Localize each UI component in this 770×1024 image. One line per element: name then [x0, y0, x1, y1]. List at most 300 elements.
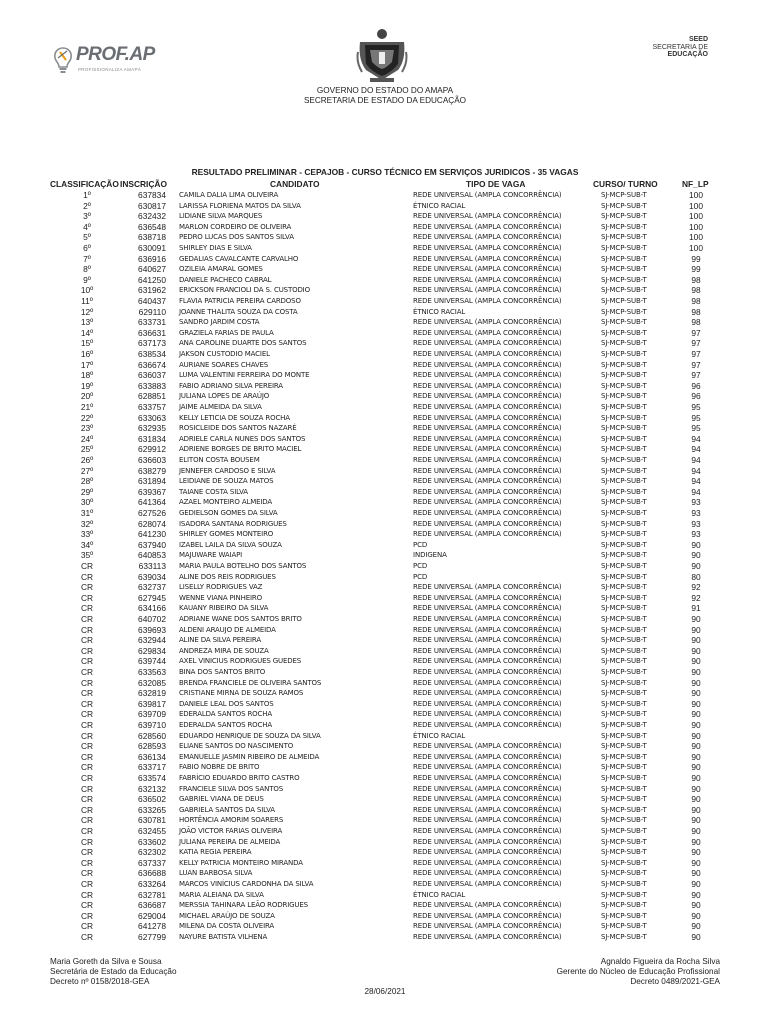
cell-nf-lp: 90	[691, 698, 701, 709]
cell-nf-lp: 90	[691, 889, 701, 900]
table-row	[0, 741, 770, 752]
cell-inscricao: 641230	[138, 529, 166, 540]
cell-nf-lp: 97	[691, 359, 701, 370]
cell-candidato: FRANCIELE SILVA DOS SANTOS	[179, 784, 284, 793]
cell-nf-lp: 98	[691, 296, 701, 306]
cell-candidato: ADRIELE CARLA NUNES DOS SANTOS	[179, 434, 306, 443]
cell-tipo-vaga: REDE UNIVERSAL (AMPLA CONCORRÊNCIA)	[413, 434, 562, 443]
cell-inscricao: 628593	[138, 741, 166, 752]
cell-nf-lp: 80	[691, 571, 701, 582]
table-row	[0, 296, 770, 307]
cell-classificacao: CR	[80, 910, 94, 921]
table-row	[0, 709, 770, 720]
cell-curso-turno: SJ-MCP-SUB-T	[601, 403, 647, 411]
cell-tipo-vaga: REDE UNIVERSAL (AMPLA CONCORRÊNCIA)	[413, 254, 562, 263]
brand-subtitle: PROFISSIONALIZA AMAPÁ	[78, 67, 142, 72]
cell-tipo-vaga: REDE UNIVERSAL (AMPLA CONCORRÊNCIA)	[413, 403, 562, 411]
cell-inscricao: 641364	[138, 497, 166, 508]
table-row	[0, 360, 770, 371]
cell-tipo-vaga: REDE UNIVERSAL (AMPLA CONCORRÊNCIA)	[413, 191, 562, 199]
cell-tipo-vaga: REDE UNIVERSAL (AMPLA CONCORRÊNCIA)	[413, 233, 562, 242]
cell-curso-turno: SJ-MCP-SUB-T	[601, 371, 647, 380]
cell-candidato: ROSICLEIDE DOS SANTOS NAZARÉ	[179, 424, 297, 433]
cell-candidato: ISADORA SANTANA RODRIGUES	[179, 519, 287, 528]
cell-nf-lp: 98	[691, 274, 701, 285]
cell-curso-turno: SJ-MCP-SUB-T	[601, 593, 647, 602]
cell-tipo-vaga: REDE UNIVERSAL (AMPLA CONCORRÊNCIA)	[413, 244, 562, 252]
cell-candidato: KELLY LETICIA DE SOUZA ROCHA	[179, 413, 290, 422]
cell-curso-turno: SJ-MCP-SUB-T	[601, 540, 647, 549]
cell-inscricao: 634166	[138, 603, 166, 614]
cell-candidato: ALINE DOS REIS RODRIGUES	[179, 572, 276, 581]
cell-nf-lp: 90	[691, 910, 701, 921]
cell-nf-lp: 90	[691, 561, 701, 571]
cell-inscricao: 632935	[138, 423, 166, 434]
cell-nf-lp: 90	[691, 667, 701, 677]
table-row	[0, 190, 770, 201]
signer-name: Maria Goreth da Silva e Sousa	[50, 957, 162, 966]
signature-left	[50, 957, 177, 988]
cell-candidato: CRISTIANE MIRNA DE SOUZA RAMOS	[179, 689, 304, 698]
cell-classificacao: CR	[80, 783, 94, 794]
table-row	[0, 349, 770, 360]
cell-curso-turno: SJ-MCP-SUB-T	[601, 890, 647, 899]
cell-tipo-vaga: REDE UNIVERSAL (AMPLA CONCORRÊNCIA)	[413, 350, 562, 358]
cell-nf-lp: 90	[691, 709, 701, 720]
cell-tipo-vaga: REDE UNIVERSAL (AMPLA CONCORRÊNCIA)	[413, 827, 562, 835]
cell-curso-turno: SJ-MCP-SUB-T	[601, 360, 647, 369]
cell-inscricao: 632781	[138, 889, 166, 900]
cell-curso-turno: SJ-MCP-SUB-T	[601, 519, 647, 528]
seed-logo	[653, 36, 709, 59]
cell-curso-turno: SJ-MCP-SUB-T	[601, 572, 647, 581]
cell-inscricao: 632132	[138, 783, 166, 794]
cell-tipo-vaga: ÉTNICO RACIAL	[413, 890, 466, 899]
cell-nf-lp: 90	[691, 794, 701, 805]
cell-candidato: LEIDIANE DE SOUZA MATOS	[179, 477, 274, 486]
cell-candidato: SHIRLEY GOMES MONTEIRO	[179, 530, 274, 539]
cell-nf-lp: 98	[691, 306, 701, 317]
cell-classificacao: CR	[80, 868, 94, 879]
table-row	[0, 201, 770, 212]
table-row	[0, 519, 770, 530]
table-row	[0, 625, 770, 636]
cell-tipo-vaga: REDE UNIVERSAL (AMPLA CONCORRÊNCIA)	[413, 742, 562, 751]
cell-curso-turno: SJ-MCP-SUB-T	[601, 742, 647, 751]
cell-classificacao: 4º	[83, 221, 91, 232]
cell-inscricao: 637940	[138, 539, 166, 550]
cell-inscricao: 632737	[138, 582, 166, 593]
cell-curso-turno: SJ-MCP-SUB-T	[601, 721, 647, 729]
cell-classificacao: 22º	[80, 412, 94, 423]
cell-inscricao: 639817	[138, 698, 166, 709]
cell-tipo-vaga: ÉTNICO RACIAL	[413, 201, 466, 210]
table-row	[0, 593, 770, 604]
cell-curso-turno: SJ-MCP-SUB-T	[601, 212, 647, 221]
cell-nf-lp: 90	[691, 762, 701, 773]
cell-tipo-vaga: REDE UNIVERSAL (AMPLA CONCORRÊNCIA)	[413, 837, 562, 846]
col-header-candidato: CANDIDATO	[270, 179, 320, 189]
cell-tipo-vaga: REDE UNIVERSAL (AMPLA CONCORRÊNCIA)	[413, 699, 562, 708]
cell-inscricao: 633883	[138, 380, 166, 391]
cell-inscricao: 632455	[138, 826, 166, 836]
cell-inscricao: 633574	[138, 773, 166, 783]
cell-nf-lp: 100	[689, 211, 703, 222]
cell-candidato: JAIME ALMEIDA DA SILVA	[179, 403, 262, 411]
table-row	[0, 540, 770, 551]
cell-tipo-vaga: REDE UNIVERSAL (AMPLA CONCORRÊNCIA)	[413, 858, 562, 867]
cell-inscricao: 636687	[138, 900, 166, 911]
cell-tipo-vaga: REDE UNIVERSAL (AMPLA CONCORRÊNCIA)	[413, 530, 562, 539]
cell-nf-lp: 94	[691, 444, 701, 455]
cell-candidato: EDERALDA SANTOS ROCHA	[179, 721, 273, 729]
cell-classificacao: 2º	[83, 200, 91, 211]
cell-tipo-vaga: REDE UNIVERSAL (AMPLA CONCORRÊNCIA)	[413, 286, 562, 295]
cell-inscricao: 627526	[138, 508, 166, 518]
cell-curso-turno: SJ-MCP-SUB-T	[601, 816, 647, 825]
cell-candidato: HORTÊNCIA AMORIM SOARERS	[179, 816, 284, 825]
table-row	[0, 222, 770, 233]
cell-tipo-vaga: REDE UNIVERSAL (AMPLA CONCORRÊNCIA)	[413, 328, 562, 337]
table-row	[0, 423, 770, 434]
cell-candidato: GRAZIELA FARIAS DE PAULA	[179, 328, 274, 337]
cell-classificacao: CR	[80, 603, 94, 614]
cell-nf-lp: 94	[691, 476, 701, 487]
cell-curso-turno: SJ-MCP-SUB-T	[601, 636, 647, 645]
cell-tipo-vaga: REDE UNIVERSAL (AMPLA CONCORRÊNCIA)	[413, 880, 562, 888]
cell-tipo-vaga: REDE UNIVERSAL (AMPLA CONCORRÊNCIA)	[413, 265, 562, 274]
cell-curso-turno: SJ-MCP-SUB-T	[601, 625, 647, 634]
cell-curso-turno: SJ-MCP-SUB-T	[601, 710, 647, 719]
cell-candidato: MICHAEL ARAÚJO DE SOUZA	[179, 911, 275, 920]
cell-inscricao: 639693	[138, 624, 166, 635]
cell-nf-lp: 90	[691, 656, 701, 667]
table-row	[0, 646, 770, 657]
cell-classificacao: 21º	[80, 402, 94, 412]
cell-classificacao: 8º	[83, 264, 91, 275]
government-name: GOVERNO DO ESTADO DO AMAPA	[316, 86, 454, 95]
cell-classificacao: CR	[80, 794, 94, 805]
cell-inscricao: 629110	[138, 306, 166, 317]
cell-tipo-vaga: REDE UNIVERSAL (AMPLA CONCORRÊNCIA)	[413, 816, 562, 825]
table-row	[0, 805, 770, 816]
cell-candidato: MILENA DA COSTA OLIVEIRA	[179, 922, 275, 931]
cell-nf-lp: 90	[691, 932, 701, 942]
cell-classificacao: CR	[80, 836, 94, 847]
cell-candidato: EMANUELLE JASMIN RIBEIRO DE ALMEIDA	[179, 752, 320, 761]
cell-curso-turno: SJ-MCP-SUB-T	[601, 339, 647, 348]
table-row	[0, 317, 770, 328]
table-row	[0, 678, 770, 689]
cell-classificacao: 15º	[80, 338, 94, 349]
cell-nf-lp: 90	[691, 879, 701, 889]
cell-candidato: JAKSON CUSTODIO MACIEL	[179, 350, 270, 358]
cell-inscricao: 639709	[138, 709, 166, 720]
cell-candidato: ALINE DA SILVA PEREIRA	[179, 636, 261, 645]
cell-tipo-vaga: REDE UNIVERSAL (AMPLA CONCORRÊNCIA)	[413, 933, 562, 941]
cell-tipo-vaga: REDE UNIVERSAL (AMPLA CONCORRÊNCIA)	[413, 498, 562, 507]
table-row	[0, 413, 770, 424]
cell-curso-turno: SJ-MCP-SUB-T	[601, 466, 647, 475]
cell-classificacao: 11º	[81, 296, 93, 306]
cell-curso-turno: SJ-MCP-SUB-T	[601, 413, 647, 422]
cell-nf-lp: 90	[691, 741, 701, 752]
cell-tipo-vaga: REDE UNIVERSAL (AMPLA CONCORRÊNCIA)	[413, 710, 562, 719]
signer-role: Secretária de Estado da Educação	[50, 967, 177, 977]
cell-tipo-vaga: REDE UNIVERSAL (AMPLA CONCORRÊNCIA)	[413, 721, 562, 729]
cell-candidato: LISELLY RODRIGUES VAZ	[179, 583, 263, 592]
cell-nf-lp: 90	[691, 751, 701, 762]
cell-inscricao: 628560	[138, 730, 166, 741]
cell-classificacao: CR	[80, 751, 94, 762]
cell-curso-turno: SJ-MCP-SUB-T	[601, 911, 647, 920]
table-row	[0, 752, 770, 763]
cell-nf-lp: 95	[691, 423, 701, 434]
cell-candidato: JOÃO VICTOR FARIAS OLIVEIRA	[179, 827, 283, 835]
cell-nf-lp: 97	[691, 370, 701, 381]
cell-nf-lp: 90	[691, 614, 701, 624]
cell-curso-turno: SJ-MCP-SUB-T	[601, 678, 647, 687]
cell-candidato: LUAN BARBOSA SILVA	[179, 869, 253, 878]
cell-candidato: FABIO ADRIANO SILVA PEREIRA	[179, 381, 283, 390]
cell-classificacao: 34º	[80, 539, 94, 550]
cell-candidato: FABRÍCIO EDUARDO BRITO CASTRO	[179, 774, 300, 782]
table-row	[0, 254, 770, 265]
cell-curso-turno: SJ-MCP-SUB-T	[601, 922, 647, 931]
cell-curso-turno: SJ-MCP-SUB-T	[601, 763, 647, 772]
table-row	[0, 243, 770, 254]
cell-candidato: LUMA VALENTINI FERREIRA DO MONTE	[179, 371, 310, 380]
table-row	[0, 370, 770, 381]
cell-candidato: AURIANE SOARES CHAVES	[179, 360, 269, 369]
cell-nf-lp: 90	[691, 730, 701, 741]
cell-candidato: GEDIELSON GOMES DA SILVA	[179, 509, 278, 517]
cell-candidato: JENNEFER CARDOSO E SILVA	[179, 466, 276, 475]
cell-tipo-vaga: REDE UNIVERSAL (AMPLA CONCORRÊNCIA)	[413, 275, 562, 284]
table-row	[0, 614, 770, 625]
brand-name: PROF.AP	[76, 44, 155, 65]
cell-tipo-vaga: REDE UNIVERSAL (AMPLA CONCORRÊNCIA)	[413, 805, 562, 814]
cell-inscricao: 636502	[138, 794, 166, 805]
cell-curso-turno: SJ-MCP-SUB-T	[601, 244, 647, 252]
cell-inscricao: 636037	[138, 370, 166, 381]
cell-curso-turno: SJ-MCP-SUB-T	[601, 201, 647, 210]
cell-classificacao: CR	[80, 720, 94, 730]
cell-candidato: EDERALDA SANTOS ROCHA	[179, 710, 273, 719]
table-row	[0, 529, 770, 540]
cell-nf-lp: 95	[691, 412, 701, 423]
cell-classificacao: CR	[80, 645, 94, 656]
cell-candidato: BRENDA FRANCIELE DE OLIVEIRA SANTOS	[179, 678, 322, 687]
cell-candidato: DANIELE PACHECO CABRAL	[179, 275, 272, 284]
cell-classificacao: CR	[80, 921, 94, 932]
cell-tipo-vaga: REDE UNIVERSAL (AMPLA CONCORRÊNCIA)	[413, 668, 562, 676]
cell-curso-turno: SJ-MCP-SUB-T	[601, 328, 647, 337]
cell-nf-lp: 90	[691, 550, 701, 561]
table-row	[0, 328, 770, 339]
cell-classificacao: 5º	[83, 232, 91, 243]
cell-candidato: ELIANE SANTOS DO NASCIMENTO	[179, 742, 294, 751]
table-row	[0, 476, 770, 487]
cell-candidato: CAMILA DALIA LIMA OLIVEIRA	[179, 191, 279, 199]
cell-candidato: NAYURE BATISTA VILHENA	[179, 933, 268, 941]
cell-inscricao: 628074	[138, 518, 166, 529]
cell-candidato: JULIANA PEREIRA DE ALMEIDA	[179, 837, 281, 846]
cell-nf-lp: 97	[691, 327, 701, 338]
table-row	[0, 667, 770, 678]
cell-inscricao: 636688	[138, 868, 166, 879]
cell-nf-lp: 100	[689, 232, 703, 243]
cell-tipo-vaga: REDE UNIVERSAL (AMPLA CONCORRÊNCIA)	[413, 646, 562, 655]
table-row	[0, 890, 770, 901]
cell-candidato: ADRIENE BORGES DE BRITO MACIEL	[179, 445, 302, 454]
table-row	[0, 784, 770, 795]
cell-nf-lp: 90	[691, 645, 701, 656]
cell-inscricao: 639710	[138, 720, 166, 730]
cell-tipo-vaga: REDE UNIVERSAL (AMPLA CONCORRÊNCIA)	[413, 413, 562, 422]
cell-nf-lp: 92	[691, 582, 701, 593]
cell-nf-lp: 99	[691, 253, 701, 264]
cell-tipo-vaga: REDE UNIVERSAL (AMPLA CONCORRÊNCIA)	[413, 678, 562, 687]
cell-classificacao: CR	[80, 677, 94, 688]
table-row	[0, 285, 770, 296]
cell-curso-turno: SJ-MCP-SUB-T	[601, 233, 647, 242]
cell-curso-turno: SJ-MCP-SUB-T	[601, 381, 647, 390]
cell-inscricao: 632302	[138, 847, 166, 858]
cell-candidato: MAJUWARE WAIAPI	[179, 551, 243, 560]
cell-inscricao: 636548	[138, 221, 166, 232]
cell-curso-turno: SJ-MCP-SUB-T	[601, 848, 647, 857]
secretariat-name: SECRETARIA DE ESTADO DA EDUCAÇÃO	[303, 96, 467, 105]
cell-tipo-vaga: REDE UNIVERSAL (AMPLA CONCORRÊNCIA)	[413, 774, 562, 782]
cell-tipo-vaga: REDE UNIVERSAL (AMPLA CONCORRÊNCIA)	[413, 752, 562, 761]
cell-classificacao: CR	[80, 709, 94, 720]
cell-nf-lp: 93	[691, 529, 701, 540]
cell-classificacao: CR	[80, 561, 94, 571]
table-row	[0, 211, 770, 222]
cell-inscricao: 639367	[138, 486, 166, 497]
cell-curso-turno: SJ-MCP-SUB-T	[601, 615, 647, 623]
cell-nf-lp: 93	[691, 497, 701, 508]
cell-curso-turno: SJ-MCP-SUB-T	[601, 880, 647, 888]
cell-tipo-vaga: REDE UNIVERSAL (AMPLA CONCORRÊNCIA)	[413, 424, 562, 433]
cell-inscricao: 632085	[138, 677, 166, 688]
cell-nf-lp: 90	[691, 921, 701, 932]
cell-nf-lp: 95	[691, 402, 701, 412]
cell-tipo-vaga: REDE UNIVERSAL (AMPLA CONCORRÊNCIA)	[413, 922, 562, 931]
cell-tipo-vaga: REDE UNIVERSAL (AMPLA CONCORRÊNCIA)	[413, 466, 562, 475]
cell-classificacao: CR	[80, 571, 94, 582]
cell-candidato: LARISSA FLORIENA MATOS DA SILVA	[179, 201, 301, 210]
cell-tipo-vaga: REDE UNIVERSAL (AMPLA CONCORRÊNCIA)	[413, 763, 562, 772]
cell-tipo-vaga: REDE UNIVERSAL (AMPLA CONCORRÊNCIA)	[413, 604, 562, 613]
cell-classificacao: 35º	[80, 550, 94, 561]
cell-curso-turno: SJ-MCP-SUB-T	[601, 434, 647, 443]
cell-tipo-vaga: REDE UNIVERSAL (AMPLA CONCORRÊNCIA)	[413, 297, 562, 305]
cell-tipo-vaga: REDE UNIVERSAL (AMPLA CONCORRÊNCIA)	[413, 212, 562, 221]
cell-curso-turno: SJ-MCP-SUB-T	[601, 657, 647, 666]
cell-inscricao: 633717	[138, 762, 166, 773]
cell-classificacao: 7º	[83, 253, 91, 264]
cell-curso-turno: SJ-MCP-SUB-T	[601, 498, 647, 507]
cell-nf-lp: 94	[691, 433, 701, 444]
cell-classificacao: 23º	[80, 423, 94, 434]
cell-candidato: MERSSIA TAHINARA LEÃO RODRIGUES	[179, 901, 308, 910]
cell-classificacao: CR	[80, 932, 94, 942]
table-row	[0, 561, 770, 572]
cell-candidato: GABRIELA SANTOS DA SILVA	[179, 805, 275, 814]
cell-classificacao: 33º	[80, 529, 94, 540]
cell-curso-turno: SJ-MCP-SUB-T	[601, 297, 647, 305]
cell-classificacao: CR	[80, 656, 94, 667]
cell-curso-turno: SJ-MCP-SUB-T	[601, 265, 647, 274]
cell-curso-turno: SJ-MCP-SUB-T	[601, 827, 647, 835]
cell-curso-turno: SJ-MCP-SUB-T	[601, 699, 647, 708]
cell-tipo-vaga: REDE UNIVERSAL (AMPLA CONCORRÊNCIA)	[413, 381, 562, 390]
cell-candidato: JOANNE THALITA SOUZA DA COSTA	[179, 307, 298, 316]
cell-nf-lp: 98	[691, 285, 701, 296]
table-row	[0, 688, 770, 699]
cell-classificacao: 1º	[83, 190, 91, 200]
cell-classificacao: CR	[80, 889, 94, 900]
cell-nf-lp: 93	[691, 508, 701, 518]
cell-nf-lp: 99	[691, 264, 701, 275]
table-row	[0, 731, 770, 742]
cell-inscricao: 640627	[138, 264, 166, 275]
cell-tipo-vaga: REDE UNIVERSAL (AMPLA CONCORRÊNCIA)	[413, 456, 562, 464]
cell-inscricao: 633113	[138, 561, 166, 571]
cell-classificacao: CR	[80, 688, 94, 699]
state-crest-icon	[356, 26, 408, 84]
cell-tipo-vaga: ÉTNICO RACIAL	[413, 307, 466, 316]
cell-tipo-vaga: REDE UNIVERSAL (AMPLA CONCORRÊNCIA)	[413, 636, 562, 645]
cell-inscricao: 631962	[138, 285, 166, 296]
cell-inscricao: 628851	[138, 391, 166, 402]
cell-inscricao: 637173	[138, 338, 166, 349]
cell-inscricao: 632819	[138, 688, 166, 699]
col-header-inscricao: INSCRIÇÃO	[120, 179, 167, 189]
table-row	[0, 826, 770, 837]
cell-candidato: IZABEL LAILA DA SILVA SOUZA	[179, 540, 282, 549]
cell-classificacao: 13º	[80, 317, 94, 328]
cell-nf-lp: 90	[691, 783, 701, 794]
lightbulb-logo-icon	[52, 46, 74, 74]
cell-curso-turno: SJ-MCP-SUB-T	[601, 562, 647, 570]
table-row	[0, 264, 770, 275]
cell-tipo-vaga: REDE UNIVERSAL (AMPLA CONCORRÊNCIA)	[413, 784, 562, 793]
cell-classificacao: 18º	[80, 370, 94, 381]
cell-nf-lp: 90	[691, 826, 701, 836]
cell-inscricao: 632944	[138, 635, 166, 646]
cell-inscricao: 633731	[138, 317, 166, 328]
cell-inscricao: 640853	[138, 550, 166, 561]
cell-curso-turno: SJ-MCP-SUB-T	[601, 392, 647, 401]
cell-inscricao: 633063	[138, 412, 166, 423]
cell-classificacao: 32º	[80, 518, 94, 529]
table-row	[0, 338, 770, 349]
cell-classificacao: CR	[80, 857, 94, 868]
cell-classificacao: 14º	[80, 327, 94, 338]
cell-curso-turno: SJ-MCP-SUB-T	[601, 456, 647, 464]
cell-curso-turno: SJ-MCP-SUB-T	[601, 551, 647, 560]
cell-curso-turno: SJ-MCP-SUB-T	[601, 858, 647, 867]
cell-tipo-vaga: REDE UNIVERSAL (AMPLA CONCORRÊNCIA)	[413, 625, 562, 634]
cell-inscricao: 633563	[138, 667, 166, 677]
signer-role: Gerente do Núcleo de Educação Profissional	[556, 967, 720, 977]
cell-classificacao: 9º	[83, 274, 91, 285]
signature-right	[557, 957, 720, 988]
cell-nf-lp: 90	[691, 635, 701, 646]
